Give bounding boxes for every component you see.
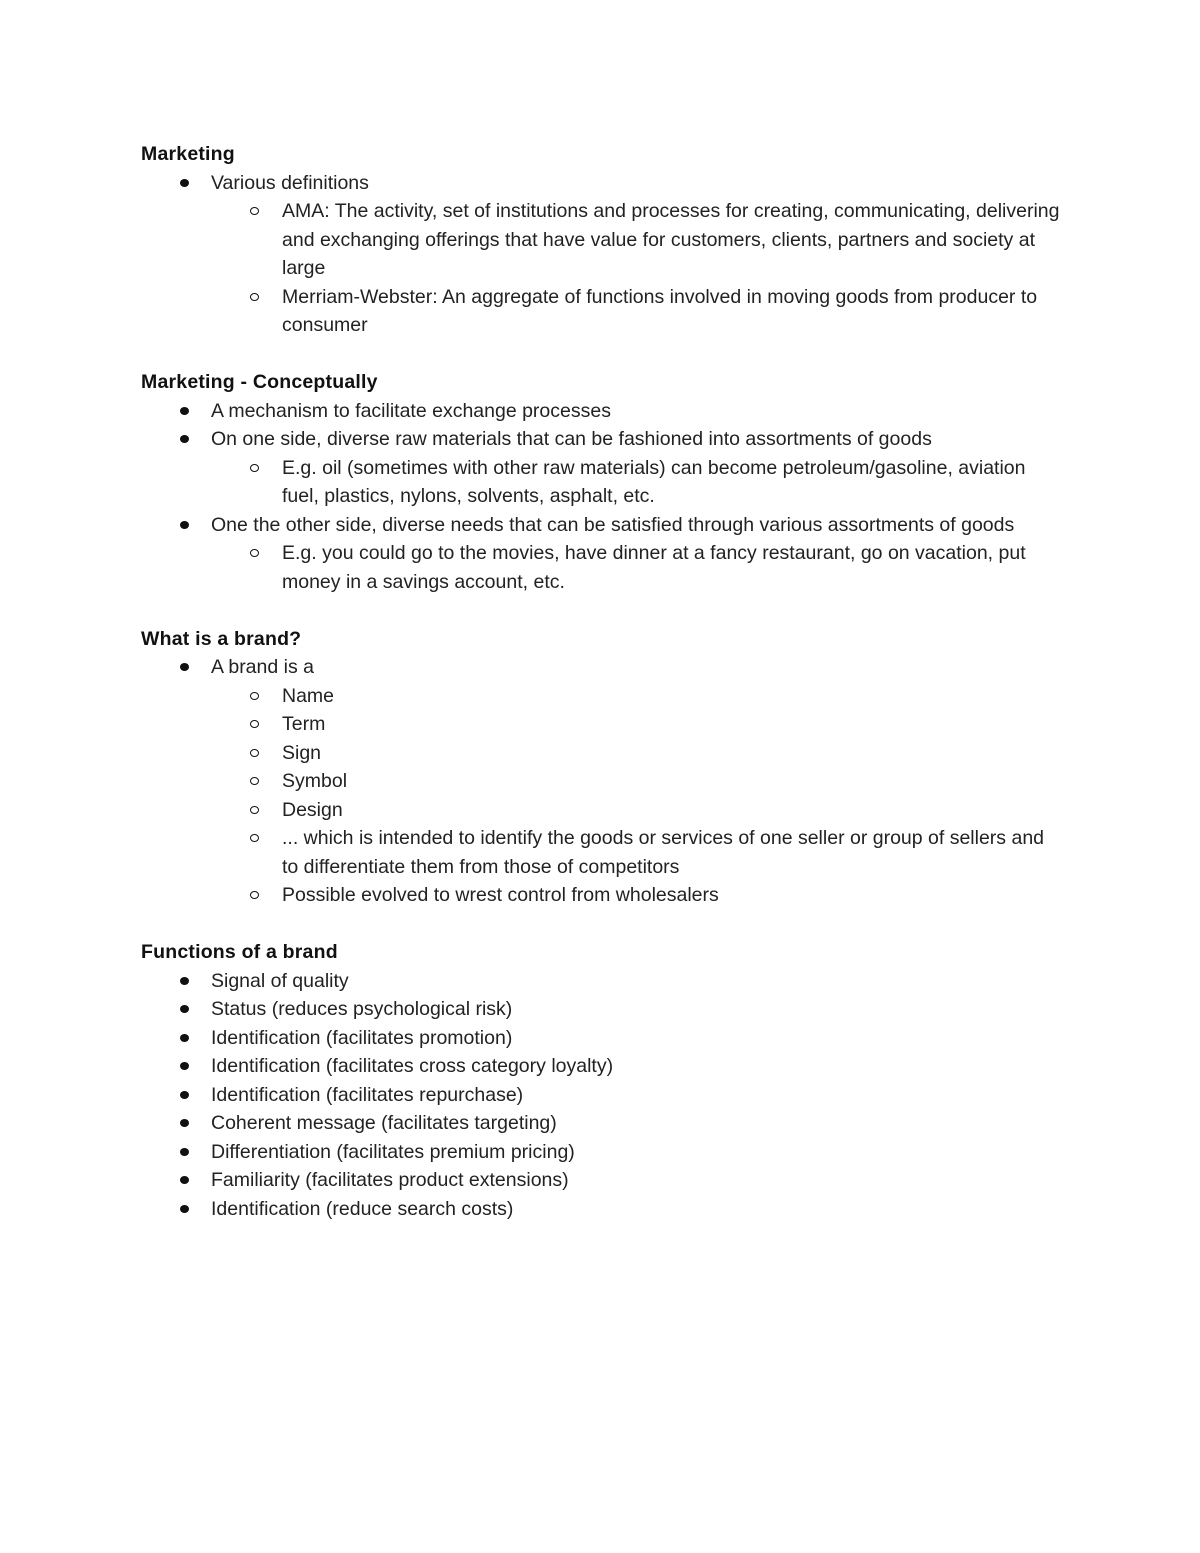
list-item-text: E.g. you could go to the movies, have dinner at a fancy restaurant, go on vacation, put money in a savings account, etc. — [282, 542, 1026, 593]
list-item — [141, 1052, 1061, 1081]
list-item — [141, 1024, 1061, 1053]
filled-bullet-icon — [180, 977, 189, 985]
hollow-bullet-icon — [250, 720, 259, 728]
list-item — [141, 995, 1061, 1024]
list-item-text: E.g. oil (sometimes with other raw materials) can become petroleum/gasoline, aviation fuel, plastics, nylons, solvents, asphalt, etc. — [282, 456, 1026, 507]
sub-list-item — [141, 283, 1061, 340]
sub-list-item — [141, 796, 1061, 825]
hollow-bullet-icon — [250, 806, 259, 814]
list-item-text: On one side, diverse raw materials that can be fashioned into assortments of goods — [211, 428, 932, 450]
hollow-bullet-icon — [250, 777, 259, 785]
hollow-bullet-icon — [250, 692, 259, 700]
filled-bullet-icon — [180, 1091, 189, 1099]
outline-section — [141, 625, 1061, 910]
list-item-text: Sign — [282, 741, 322, 764]
list-item-text: Identification (facilitates cross category loyalty) — [211, 1055, 614, 1077]
list-item — [141, 653, 1061, 682]
list-item-text: Familiarity (facilitates product extensions) — [211, 1169, 569, 1191]
sub-list-item — [141, 682, 1061, 711]
list-item-text: Coherent message (facilitates targeting) — [211, 1112, 557, 1134]
list-item-text: One the other side, diverse needs that can be satisfied through various assortments of goods — [211, 513, 1015, 536]
list-item-text: Design — [282, 798, 343, 821]
list-item-text: A mechanism to facilitate exchange processes — [211, 399, 611, 422]
outline-section — [141, 938, 1061, 1223]
filled-bullet-icon — [180, 1005, 189, 1013]
hollow-bullet-icon — [250, 549, 259, 557]
hollow-bullet-icon — [250, 464, 259, 472]
sub-list-item — [141, 767, 1061, 796]
filled-bullet-icon — [180, 663, 189, 671]
list-item-text: Identification (facilitates promotion) — [211, 1026, 513, 1049]
list-item — [141, 967, 1061, 996]
filled-bullet-icon — [180, 1148, 189, 1156]
bullet-list — [141, 397, 1061, 597]
list-item-text: Signal of quality — [211, 969, 349, 992]
sub-list-item — [141, 739, 1061, 768]
filled-bullet-icon — [180, 1205, 189, 1213]
filled-bullet-icon — [180, 179, 189, 187]
list-item — [141, 169, 1061, 198]
bullet-list — [141, 967, 1061, 1224]
sub-list-item — [141, 710, 1061, 739]
filled-bullet-icon — [180, 1062, 189, 1070]
list-item — [141, 397, 1061, 426]
list-item-text: Identification (facilitates repurchase) — [211, 1083, 524, 1106]
hollow-bullet-icon — [250, 749, 259, 757]
sub-list-item — [141, 824, 1061, 881]
list-item-text: Term — [282, 713, 326, 735]
list-item-text: Name — [282, 684, 335, 707]
filled-bullet-icon — [180, 407, 189, 415]
hollow-bullet-icon — [250, 891, 259, 899]
section-heading: Marketing — [141, 143, 235, 165]
hollow-bullet-icon — [250, 834, 259, 842]
sub-list-item — [141, 454, 1061, 511]
hollow-bullet-icon — [250, 207, 259, 215]
sub-list-item — [141, 539, 1061, 596]
document-body — [141, 140, 1061, 1252]
list-item-text: A brand is a — [211, 656, 314, 678]
list-item — [141, 425, 1061, 454]
list-item — [141, 1195, 1061, 1224]
list-item-text: Symbol — [282, 770, 348, 792]
section-heading: Functions of a brand — [141, 941, 338, 963]
list-item-text: Status (reduces psychological risk) — [211, 998, 513, 1020]
filled-bullet-icon — [180, 521, 189, 529]
list-item — [141, 1109, 1061, 1138]
outline-section — [141, 368, 1061, 596]
sub-list-item — [141, 197, 1061, 283]
hollow-bullet-icon — [250, 293, 259, 301]
list-item-text: Merriam-Webster: An aggregate of functions involved in moving goods from producer to consumer — [282, 285, 1038, 336]
section-heading: What is a brand? — [141, 627, 302, 650]
sub-list-item — [141, 881, 1061, 910]
list-item — [141, 1166, 1061, 1195]
section-heading: Marketing - Conceptually — [141, 371, 378, 393]
filled-bullet-icon — [180, 1176, 189, 1184]
list-item — [141, 1138, 1061, 1167]
bullet-list — [141, 653, 1061, 910]
outline-section — [141, 140, 1061, 340]
list-item-text: AMA: The activity, set of institutions and processes for creating, communicating, delivering and exchanging offerings that have value for customers, clients, partners and society at large — [282, 200, 1060, 279]
list-item-text: Possible evolved to wrest control from wholesalers — [282, 884, 719, 906]
list-item-text: ... which is intended to identify the goods or services of one seller or group of sellers and to differentiate them from those of competitors — [282, 827, 1045, 878]
list-item-text: Various definitions — [211, 171, 369, 194]
filled-bullet-icon — [180, 1034, 189, 1042]
list-item-text: Identification (reduce search costs) — [211, 1197, 514, 1220]
list-item-text: Differentiation (facilitates premium pricing) — [211, 1140, 575, 1163]
list-item — [141, 511, 1061, 540]
filled-bullet-icon — [180, 1119, 189, 1127]
bullet-list — [141, 169, 1061, 340]
filled-bullet-icon — [180, 435, 189, 443]
list-item — [141, 1081, 1061, 1110]
